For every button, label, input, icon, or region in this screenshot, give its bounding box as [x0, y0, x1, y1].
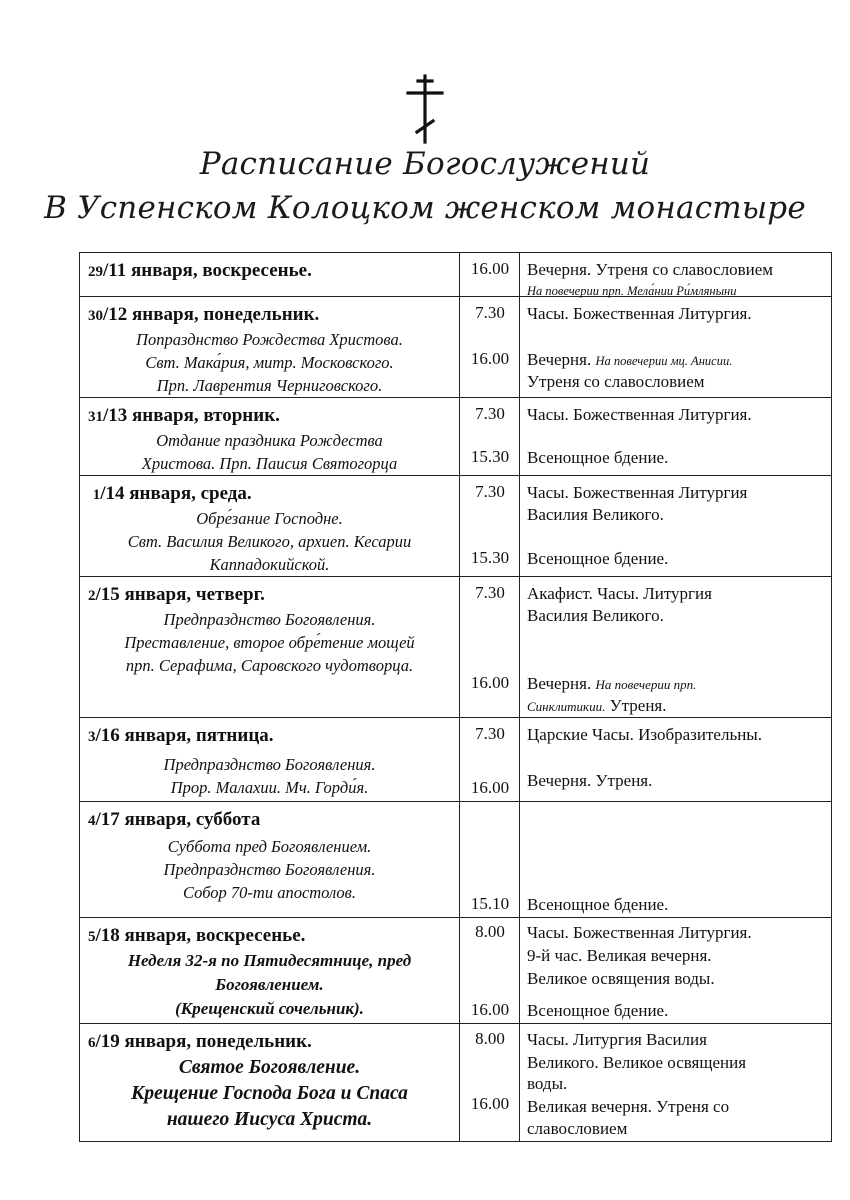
- time-cell: [460, 577, 520, 718]
- day-cell: [80, 802, 460, 918]
- orthodox-cross-icon: [405, 74, 445, 144]
- service-note: На повечерии мц. Анисии.: [595, 354, 733, 368]
- feast-line: Суббота пред Богоявлением.: [167, 837, 372, 856]
- service-time: 7.30: [475, 404, 505, 423]
- service-text: Великое освящения воды.: [527, 969, 715, 988]
- service-note: Синклитикии.: [527, 699, 606, 714]
- table-row: [80, 577, 832, 718]
- day-heading: 31/13 января, вторник.: [88, 405, 280, 426]
- feast-line: Преставление, второе обре́тение мощей: [124, 633, 415, 652]
- table-row: [80, 253, 832, 297]
- service-note: На повечерии прп.: [595, 677, 697, 692]
- time-cell: [460, 398, 520, 476]
- feast-line: Предпразднство Богоявления.: [163, 610, 376, 629]
- time-cell: [460, 476, 520, 577]
- service-time: 15.30: [470, 447, 510, 466]
- day-heading: 5/18 января, воскресенье.: [88, 925, 306, 946]
- feast-line: Христова. Прп. Паисия Святогорца: [141, 454, 398, 473]
- service-text: Вечерня.: [527, 350, 592, 369]
- service-cell: [520, 918, 832, 1024]
- day-cell: [80, 476, 460, 577]
- table-row: [80, 297, 832, 398]
- service-text: Акафист. Часы. Литургия: [527, 584, 712, 603]
- service-cell: [520, 1024, 832, 1142]
- table-row: [80, 1024, 832, 1142]
- service-time: 16.00: [470, 1094, 510, 1113]
- service-cell: [520, 253, 832, 297]
- feast-line: Свт. Мака́рия, митр. Московского.: [145, 353, 394, 372]
- feast-line: Попразднство Рождества Христова.: [136, 330, 403, 349]
- service-text: Великого. Великое освящения: [527, 1053, 747, 1072]
- schedule-table: [79, 252, 832, 1142]
- feast-line: Свт. Василия Великого, архиеп. Кесарии: [127, 532, 412, 551]
- page-subtitle: В Успенском Колоцком женском монастыре: [44, 190, 806, 226]
- feast-line: Каппадокийской.: [209, 555, 330, 574]
- feast-line: прп. Серафима, Саровского чудотворца.: [125, 656, 414, 675]
- time-cell: [460, 253, 520, 297]
- service-time: 16.00: [470, 673, 510, 692]
- time-cell: [460, 802, 520, 918]
- day-cell: [80, 253, 460, 297]
- feast-line: Крещение Господа Бога и Спаса: [131, 1083, 408, 1104]
- service-text: 9-й час. Великая вечерня.: [527, 946, 712, 965]
- service-text: Всенощное бдение.: [527, 549, 669, 568]
- service-text: Царские Часы. Изобразительны.: [527, 725, 762, 744]
- service-cell: [520, 398, 832, 476]
- table-row: [80, 802, 832, 918]
- day-heading: 29/11 января, воскресенье.: [88, 260, 312, 281]
- table-row: [80, 476, 832, 577]
- feast-line: Отдание праздника Рождества: [156, 431, 383, 450]
- time-cell: [460, 1024, 520, 1142]
- service-text: Утреня со славословием: [527, 372, 705, 391]
- service-text: Всенощное бдение.: [527, 448, 669, 467]
- service-cell: [520, 802, 832, 918]
- feast-line: Неделя 32-я по Пятидесятнице, пред: [127, 951, 412, 970]
- day-cell: [80, 398, 460, 476]
- feast-line: Предпразднство Богоявления.: [163, 755, 376, 774]
- service-text: славословием: [527, 1119, 628, 1138]
- service-time: 7.30: [475, 724, 505, 743]
- feast-line: Предпразднство Богоявления.: [163, 860, 376, 879]
- feast-line: Святое Богоявление.: [178, 1057, 361, 1078]
- time-cell: [460, 297, 520, 398]
- feast-line: Богоявлением.: [215, 975, 324, 994]
- service-time: 16.00: [470, 778, 510, 797]
- page-title: Расписание Богослужений: [199, 146, 651, 182]
- service-text: Часы. Божественная Литургия: [527, 483, 748, 502]
- feast-line: (Крещенский сочельник).: [175, 999, 364, 1018]
- service-text: Великая вечерня. Утреня со: [527, 1097, 730, 1116]
- service-text: Вечерня. Утреня.: [527, 771, 653, 790]
- feast-line: Прор. Малахии. Мч. Горди́я.: [170, 778, 369, 797]
- service-time: 16.00: [470, 1000, 510, 1019]
- day-heading: 2/15 января, четверг.: [88, 584, 265, 605]
- service-time: 7.30: [475, 482, 505, 501]
- service-time: 8.00: [475, 1029, 505, 1048]
- service-text: Вечерня. Утреня со славословием: [527, 260, 774, 279]
- service-time: 15.30: [470, 548, 510, 567]
- feast-line: Обре́зание Господне.: [196, 509, 343, 528]
- service-text: Всенощное бдение.: [527, 895, 669, 914]
- day-cell: [80, 718, 460, 802]
- time-cell: [460, 718, 520, 802]
- service-text: Василия Великого.: [527, 606, 664, 625]
- day-heading: 3/16 января, пятница.: [88, 725, 274, 746]
- table-row: [80, 718, 832, 802]
- day-cell: [80, 1024, 460, 1142]
- day-heading: 30/12 января, понедельник.: [88, 304, 320, 325]
- service-time: 7.30: [475, 303, 505, 322]
- service-text: Вечерня.: [527, 674, 592, 693]
- service-text: Часы. Божественная Литургия.: [527, 923, 752, 942]
- day-cell: [80, 297, 460, 398]
- service-time: 16.00: [470, 259, 510, 278]
- table-row: [80, 398, 832, 476]
- time-cell: [460, 918, 520, 1024]
- day-heading: 4/17 января, суббота: [88, 809, 261, 830]
- service-text: Часы. Литургия Василия: [527, 1030, 707, 1049]
- service-text: Часы. Божественная Литургия.: [527, 304, 752, 323]
- service-cell: [520, 718, 832, 802]
- service-time: 7.30: [475, 583, 505, 602]
- service-cell: [520, 297, 832, 398]
- service-cell: [520, 577, 832, 718]
- feast-line: Прп. Лаврентия Черниговского.: [156, 376, 383, 395]
- day-heading: 6/19 января, понедельник.: [88, 1031, 312, 1052]
- table-row: [80, 918, 832, 1024]
- day-cell: [80, 577, 460, 718]
- service-text: Всенощное бдение.: [527, 1001, 669, 1020]
- service-note: На повечерии прп. Мела́нии Ри́мляныни: [527, 284, 737, 298]
- feast-line: нашего Иисуса Христа.: [166, 1109, 373, 1130]
- service-time: 8.00: [475, 922, 505, 941]
- feast-line: Собор 70-ти апостолов.: [183, 883, 356, 902]
- day-heading: 1/14 января, среда.: [92, 483, 252, 504]
- service-time: 15.10: [470, 894, 510, 913]
- service-text: Василия Великого.: [527, 505, 664, 524]
- service-text: воды.: [527, 1074, 568, 1093]
- service-text: Часы. Божественная Литургия.: [527, 405, 752, 424]
- service-time: 16.00: [470, 349, 510, 368]
- service-text: Утреня.: [609, 696, 667, 715]
- day-cell: [80, 918, 460, 1024]
- service-cell: [520, 476, 832, 577]
